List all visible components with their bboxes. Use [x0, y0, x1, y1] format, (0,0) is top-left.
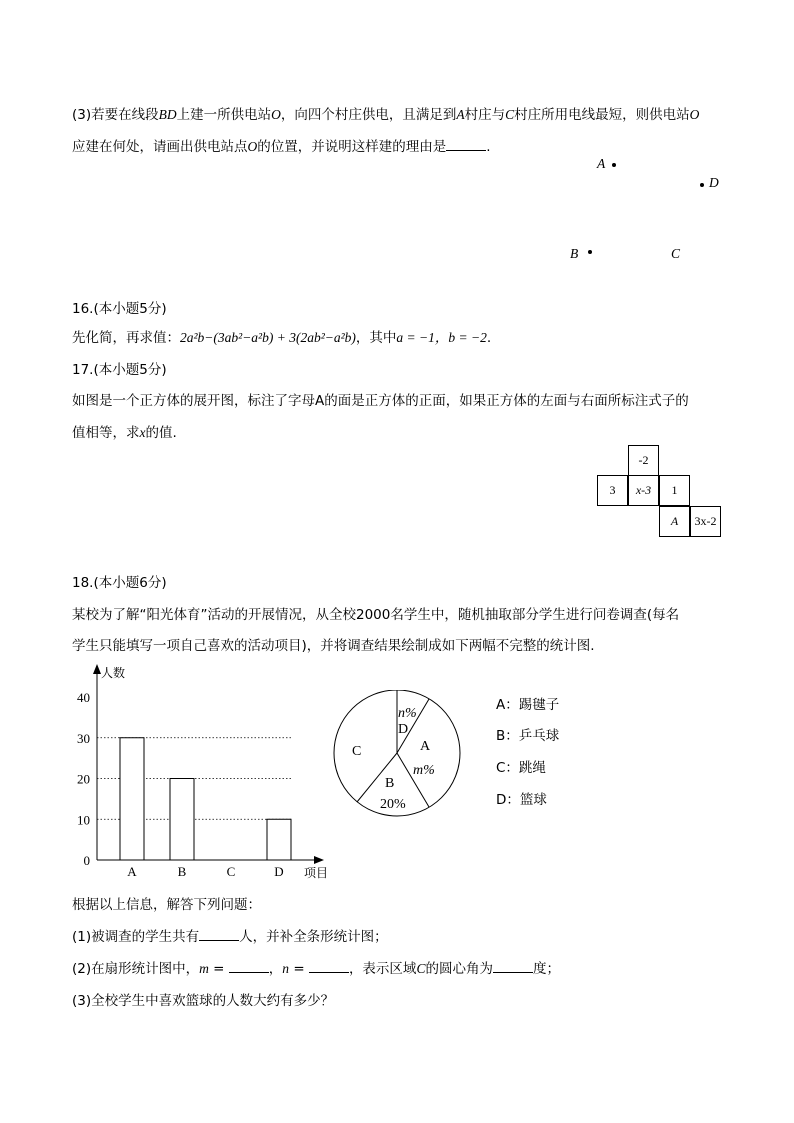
y-tick-label: 20	[77, 771, 90, 787]
q18-header: 18.(本小题6分)	[72, 575, 167, 591]
q18-sub3: (3)全校学生中喜欢篮球的人数大约有多少？	[72, 993, 335, 1009]
q18-line1: 某校为了解“阳光体育”活动的开展情况，从全校2000名学生中，随机抽取部分学生进行问卷调查(每名	[72, 607, 680, 623]
q18-line2: 学生只能填写一项自己喜欢的活动项目)，并将调查结果绘制成如下两幅不完整的统计图.	[72, 638, 595, 654]
q18-intro: 根据以上信息，解答下列问题：	[72, 897, 261, 913]
q16-header: 16.(本小题5分)	[72, 301, 167, 317]
net-face-A: A	[659, 506, 690, 537]
answer-blank-n[interactable]	[309, 960, 349, 973]
pie-label-D: D	[398, 722, 409, 737]
x-tick-label-A: A	[127, 864, 137, 879]
x-axis-arrow	[314, 856, 324, 864]
bar-A	[120, 738, 144, 860]
pie-chart	[328, 690, 468, 820]
q16-body: 先化简，再求值：2a²b−(3ab²−a²b) + 3(2ab²−a²b)，其中a = −1，b = −2.	[72, 330, 492, 346]
y-tick-label: 30	[77, 730, 90, 746]
net-face-corner: 3x-2	[690, 506, 721, 537]
x-tick-label-D: D	[274, 864, 284, 879]
point-D-label: D	[709, 175, 719, 190]
q17-line2: 值相等，求x的值.	[72, 425, 177, 441]
q17-header: 17.(本小题5分)	[72, 362, 167, 378]
q16-expression: 2a²b−(3ab²−a²b) + 3(2ab²−a²b)	[180, 330, 356, 345]
point-A-label: A	[597, 156, 606, 171]
net-face-right: 1	[659, 475, 690, 506]
pie-label-A: A	[420, 739, 431, 754]
pie-label-B-pct: 20%	[380, 797, 406, 812]
q17-line1: 如图是一个正方体的展开图，标注了字母A的面是正方体的正面，如果正方体的左面与右面所标注式子的	[72, 393, 689, 409]
x-tick-label-C: C	[226, 864, 236, 879]
q18-sub1: (1)被调查的学生共有 人，并补全条形统计图；	[72, 929, 388, 945]
y-tick-label: 10	[77, 812, 90, 828]
pie-label-m: m%	[413, 763, 435, 778]
bar-chart	[60, 660, 335, 885]
answer-blank[interactable]	[446, 138, 486, 151]
y-tick-label: 0	[83, 853, 90, 868]
x-axis-label: 项目	[304, 866, 329, 880]
pie-label-n: n%	[398, 706, 417, 721]
q16-condition: a = −1，b = −2	[396, 330, 487, 345]
x-tick-label-B: B	[177, 864, 187, 879]
q18-sub2: (2)在扇形统计图中，m = ，n = ，表示区域C的圆心角为 度；	[72, 961, 560, 977]
y-tick-label: 40	[77, 690, 90, 705]
point-D	[700, 183, 704, 187]
point-C-label: C	[671, 246, 681, 261]
legend-item-D: D：篮球	[496, 792, 547, 808]
net-face-middle: x-3	[628, 475, 659, 506]
legend-item-B: B：乒乓球	[496, 728, 560, 744]
net-face-top: -2	[628, 445, 659, 476]
legend-item-C: C：跳绳	[496, 760, 546, 776]
pie-label-B: B	[385, 776, 395, 791]
bar-D	[267, 819, 291, 860]
pie-label-C: C	[352, 744, 362, 759]
legend-item-A: A：踢毽子	[496, 697, 560, 713]
q15-line1: (3)若要在线段BD上建一所供电站O，向四个村庄供电，且满足到A村庄与C村庄所用电线最短，则供电站O	[72, 107, 700, 123]
net-face-left: 3	[597, 475, 628, 506]
y-axis-label: 人数	[101, 666, 126, 680]
q15-line2: 应建在何处，请画出供电站点O的位置，并说明这样建的理由是 .	[72, 139, 491, 155]
y-axis-arrow	[93, 664, 101, 674]
answer-blank-m[interactable]	[229, 960, 269, 973]
bar-B	[170, 779, 194, 861]
point-A	[612, 163, 616, 167]
point-B-label: B	[570, 246, 579, 261]
point-B	[588, 250, 592, 254]
answer-blank-angle[interactable]	[493, 960, 533, 973]
answer-blank-total[interactable]	[199, 928, 239, 941]
